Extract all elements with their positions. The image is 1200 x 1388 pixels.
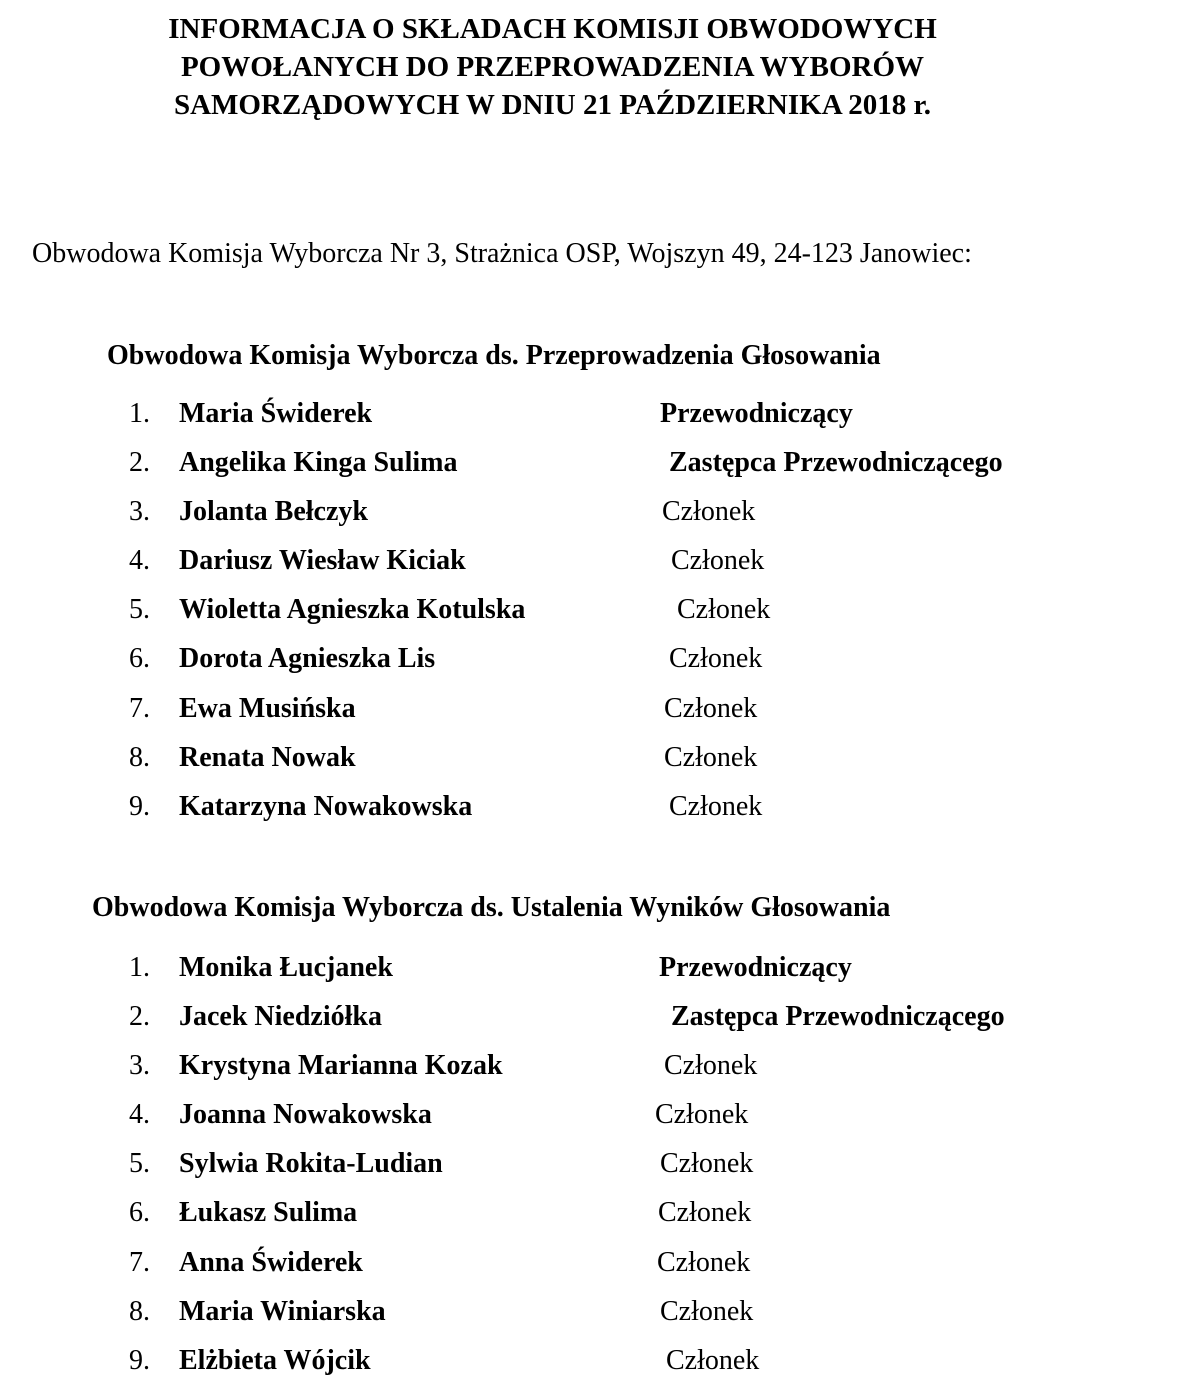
member-role: Przewodniczący — [660, 398, 853, 429]
member-list — [0, 392, 1200, 834]
member-row — [0, 785, 1200, 834]
member-name: Anna Świderek — [179, 1246, 363, 1278]
member-row — [0, 687, 1200, 736]
member-role: Członek — [664, 741, 758, 773]
member-role: Członek — [662, 496, 756, 528]
title-line: SAMORZĄDOWYCH W DNIU 21 PAŹDZIERNIKA 2018 r. — [173, 89, 932, 121]
member-number: 9. — [129, 1344, 150, 1376]
member-role: Członek — [658, 1197, 752, 1229]
member-row — [0, 995, 1200, 1044]
member-name: Sylwia Rokita-Ludian — [179, 1148, 443, 1180]
member-number: 7. — [129, 692, 150, 724]
member-role: Członek — [669, 643, 763, 675]
member-row — [0, 736, 1200, 785]
member-row — [0, 1044, 1200, 1093]
member-name: Monika Łucjanek — [179, 952, 393, 983]
member-number: 4. — [129, 1099, 150, 1131]
member-number: 8. — [129, 741, 150, 773]
member-number: 9. — [129, 790, 150, 822]
member-row — [0, 1142, 1200, 1191]
member-row — [0, 1191, 1200, 1240]
member-role: Członek — [664, 692, 758, 724]
member-name: Jacek Niedziółka — [179, 1001, 382, 1033]
member-name: Angelika Kinga Sulima — [179, 447, 458, 479]
member-role: Członek — [660, 1295, 754, 1327]
member-number: 1. — [129, 398, 150, 429]
member-role: Członek — [664, 1050, 758, 1082]
member-list — [0, 946, 1200, 1388]
member-role: Przewodniczący — [659, 952, 852, 983]
member-name: Łukasz Sulima — [179, 1197, 358, 1229]
member-name: Ewa Musińska — [179, 692, 356, 724]
member-name: Wioletta Agnieszka Kotulska — [179, 594, 526, 626]
member-name: Joanna Nowakowska — [179, 1099, 432, 1131]
commission-heading: Obwodowa Komisja Wyborcza ds. Ustalenia Wyników Głosowania — [92, 892, 891, 923]
member-name: Dorota Agnieszka Lis — [179, 643, 436, 675]
member-number: 8. — [129, 1295, 150, 1327]
member-number: 3. — [129, 496, 150, 528]
member-role: Zastępca Przewodniczącego — [671, 1001, 1005, 1033]
member-role: Zastępca Przewodniczącego — [669, 447, 1003, 479]
member-name: Katarzyna Nowakowska — [179, 790, 473, 822]
member-number: 6. — [129, 643, 150, 675]
title-line: INFORMACJA O SKŁADACH KOMISJI OBWODOWYCH — [168, 13, 937, 45]
member-number: 2. — [129, 1001, 150, 1033]
member-number: 7. — [129, 1246, 150, 1278]
member-name: Jolanta Bełczyk — [179, 496, 368, 528]
commission-address: Obwodowa Komisja Wyborcza Nr 3, Strażnica OSP, Wojszyn 49, 24-123 Janowiec: — [32, 238, 972, 269]
member-row — [0, 637, 1200, 686]
member-row — [0, 1241, 1200, 1290]
member-name: Elżbieta Wójcik — [179, 1344, 371, 1376]
member-number: 3. — [129, 1050, 150, 1082]
member-role: Członek — [666, 1344, 760, 1376]
member-number: 5. — [129, 1148, 150, 1180]
member-name: Renata Nowak — [179, 741, 356, 773]
member-name: Maria Świderek — [179, 398, 373, 429]
commission-heading: Obwodowa Komisja Wyborcza ds. Przeprowadzenia Głosowania — [107, 340, 881, 371]
member-row — [0, 441, 1200, 490]
member-name: Krystyna Marianna Kozak — [179, 1050, 503, 1082]
member-name: Dariusz Wiesław Kiciak — [179, 545, 466, 577]
member-role: Członek — [671, 545, 765, 577]
member-number: 4. — [129, 545, 150, 577]
member-role: Członek — [669, 790, 763, 822]
member-row — [0, 946, 1200, 995]
member-role: Członek — [655, 1099, 749, 1131]
member-row — [0, 1339, 1200, 1388]
member-role: Członek — [657, 1246, 751, 1278]
document-title — [0, 10, 1105, 124]
member-number: 2. — [129, 447, 150, 479]
member-row — [0, 490, 1200, 539]
member-number: 1. — [129, 952, 150, 983]
member-row — [0, 1093, 1200, 1142]
member-role: Członek — [677, 594, 771, 626]
member-number: 5. — [129, 594, 150, 626]
member-row — [0, 539, 1200, 588]
member-row — [0, 1290, 1200, 1339]
member-row — [0, 588, 1200, 637]
member-role: Członek — [660, 1148, 754, 1180]
title-line: POWOŁANYCH DO PRZEPROWADZENIA WYBORÓW — [180, 51, 925, 83]
member-name: Maria Winiarska — [179, 1295, 386, 1327]
member-row — [0, 392, 1200, 441]
member-number: 6. — [129, 1197, 150, 1229]
